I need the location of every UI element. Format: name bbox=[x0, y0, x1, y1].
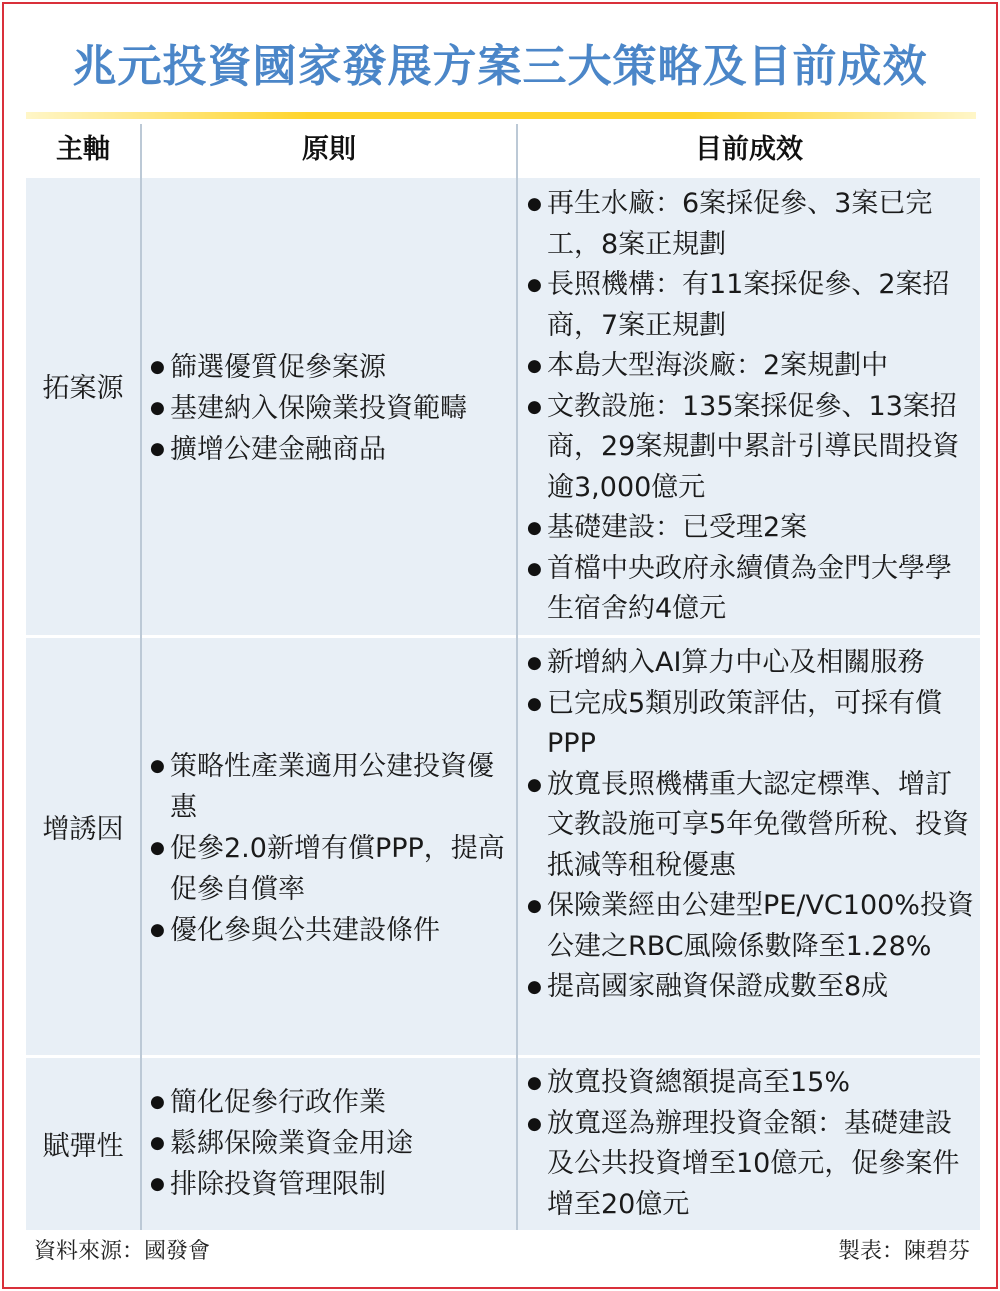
result-item: ● 文教設施：135案採促參、13案招商，29案規劃中累計引導民間投資逾3,000億元 bbox=[527, 387, 975, 509]
principle-item: ● 排除投資管理限制 bbox=[150, 1164, 510, 1205]
row-axis-label: 增誘因 bbox=[42, 814, 124, 845]
header-principle: 原則 bbox=[302, 134, 356, 165]
result-item: ● 基礎建設：已受理2案 bbox=[527, 508, 975, 549]
row-axis-label: 賦彈性 bbox=[42, 1131, 124, 1162]
header-result: 目前成效 bbox=[695, 134, 803, 165]
principle-list bbox=[150, 746, 510, 951]
principle-item: ● 基建納入保險業投資範疇 bbox=[150, 388, 510, 429]
row-axis-label: 拓案源 bbox=[42, 373, 124, 404]
result-item: ● 保險業經由公建型PE/VC100%投資公建之RBC風險係數降至1.28% bbox=[527, 886, 975, 967]
title-underline bbox=[26, 112, 976, 119]
result-list bbox=[527, 1063, 975, 1225]
result-item: ● 已完成5類別政策評估，可採有償PPP bbox=[527, 684, 975, 765]
result-item: ● 長照機構：有11案採促參、2案招商，7案正規劃 bbox=[527, 265, 975, 346]
column-divider bbox=[140, 124, 142, 1230]
page-title: 兆元投資國家發展方案三大策略及目前成效 bbox=[72, 41, 928, 92]
column-divider bbox=[516, 124, 518, 1230]
principle-item: ● 鬆綁保險業資金用途 bbox=[150, 1123, 510, 1164]
result-item: ● 提高國家融資保證成數至8成 bbox=[527, 967, 975, 1008]
header-axis: 主軸 bbox=[56, 134, 110, 165]
result-item: ● 再生水廠：6案採促參、3案已完工，8案正規劃 bbox=[527, 184, 975, 265]
result-list bbox=[527, 643, 975, 1008]
principle-list bbox=[150, 347, 510, 470]
principle-item: ● 優化參與公共建設條件 bbox=[150, 910, 510, 951]
principle-item: ● 簡化促參行政作業 bbox=[150, 1082, 510, 1123]
principle-item: ● 擴增公建金融商品 bbox=[150, 429, 510, 470]
result-item: ● 新增納入AI算力中心及相關服務 bbox=[527, 643, 975, 684]
result-list bbox=[527, 184, 975, 630]
result-item: ● 放寬長照機構重大認定標準、增訂文教設施可享5年免徵營所稅、投資抵減等租稅優惠 bbox=[527, 765, 975, 887]
result-item: ● 放寬逕為辦理投資金額：基礎建設及公共投資增至10億元，促參案件增至20億元 bbox=[527, 1104, 975, 1226]
author-credit: 製表：陳碧芬 bbox=[837, 1239, 970, 1264]
result-item: ● 放寬投資總額提高至15% bbox=[527, 1063, 975, 1104]
result-item: ● 本島大型海淡廠：2案規劃中 bbox=[527, 346, 975, 387]
principle-item: ● 篩選優質促參案源 bbox=[150, 347, 510, 388]
principle-item: ● 策略性產業適用公建投資優惠 bbox=[150, 746, 510, 828]
infographic-frame bbox=[2, 2, 998, 1289]
strategy-table bbox=[26, 124, 980, 1230]
result-item: ● 首檔中央政府永續債為金門大學學生宿舍約4億元 bbox=[527, 549, 975, 630]
principle-list bbox=[150, 1082, 510, 1205]
principle-item: ● 促參2.0新增有償PPP，提高促參自償率 bbox=[150, 828, 510, 910]
source-note: 資料來源：國發會 bbox=[34, 1239, 211, 1264]
